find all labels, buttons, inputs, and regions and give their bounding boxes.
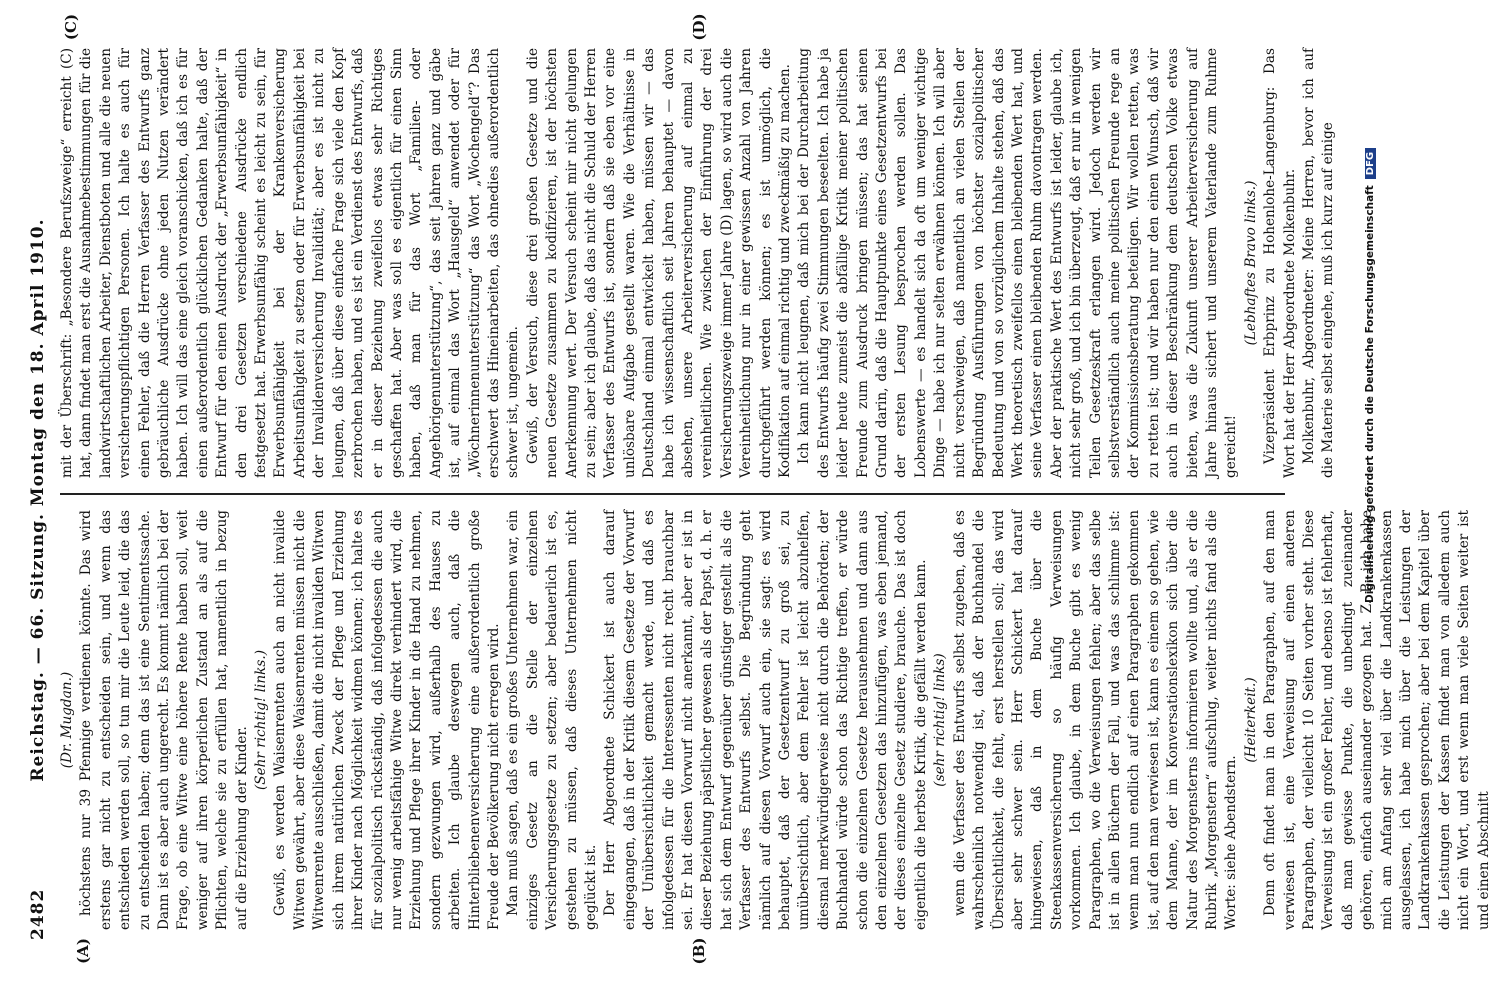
interjection: (Lebhaftes Bravo links.) xyxy=(1242,180,1259,346)
page-number: 2482 xyxy=(28,888,48,940)
right-column xyxy=(58,48,1337,478)
left-column xyxy=(58,510,1492,930)
paragraph: Denn oft findet man in den Paragraphen, auf den man verwiesen ist, eine Verweisung auf einen anderen Paragraphen, der vielleicht 10 Seiten vorher steht. Diese Verweisung ist ein großer Fehler, und ebenso ist fehlerhaft, daß man gewisse Punkte, die unbedingt zueinander gehören, einfach auseinander gezogen hat. Z. B. ich habe mich am Anfang sehr viel über die Landkrankenkassen ausgelassen, ich habe mich über die Leistungen der Landkrankenkassen gesprochen; aber bei dem Kapitel über die Leistungen der Kassen findet man von alledem auch nicht ein Wort, und erst wenn man viele Seiten weiter ist und einen Abschnitt xyxy=(1262,510,1492,930)
margin-marker-a: (A) xyxy=(74,938,92,964)
speaker-tag: (Dr. Mugdan.) xyxy=(59,671,75,769)
margin-marker-d: (D) xyxy=(690,13,708,41)
digitization-credit xyxy=(1360,8,1380,608)
credit-text: Digitalisierung gefördert durch die Deutsche Forschungsgemeinschaft xyxy=(1364,185,1376,603)
speaker-opening: Molkenbuhr, Abgeordneter: Meine Herren, bevor ich auf die Materie selbst eingehe, muß ich kurz auf einige xyxy=(1301,48,1337,478)
paragraph: wenn die Verfasser des Entwurfs selbst zugeben, daß es wahrscheinlich notwendig ist, daß der Buchhandel die Übersichtlichkeit, die fehlt, erst herstellen soll; das wird aber sehr schwer sein. Herr Schickert hat darauf hingewiesen, daß in dem Buche über die Steenkassenversicherung so häufig Verweisungen vorkommen. Ich glaube, in dem Buche gibt es wenig Paragraphen, wo die Verweisungen fehlen; aber das selbe ist in allen Büchern der Fall, und was das schlimme ist: wenn man nun endlich auf einen Paragraphen gekommen ist, auf den man verwiesen ist, kann es einem so gehen, wie dem Manne, der im Konversationslexikon sich über die Natur des Morgensterns informieren wollte und, als er die Rubrik „Morgenstern“ aufschlug, weiter nichts fand als die Worte: siehe Abendstern. xyxy=(951,510,1240,930)
paragraph: Gewiß, es werden Waisenrenten auch an nicht invalide Witwen gewährt, aber diese Waisenrenten müssen nicht die Witwenrente ausschließen, damit die nicht invaliden Witwen sich ihrem natürlichen Zweck der Pflege und Erziehung ihrer Kinder nach Möglichkeit widmen können; ich halte es für sozialpolitisch rückständig, daß infolgedessen die auch nur wenig arbeitsfähige Witwe direkt verhindert wird, die Erziehung und Pflege ihrer Kinder in die Hand zu nehmen, sondern gezwungen wird, außerhalb des Hauses zu arbeiten. Ich glaube deswegen auch, daß die Hinterbliebenenversicherung eine außerordentlich große Freude der Bevölkerung nicht erregen wird. xyxy=(272,510,502,930)
margin-marker-c: (C) xyxy=(62,13,80,41)
paragraph: Gewiß, der Versuch, diese drei großen Gesetze und die neuen Gesetze zusammen zu kodifizieren, ist der höchsten Anerkennung wert. Der Versuch scheint mir nicht gelungen zu sein; aber ich glaube, daß das nicht die Schuld der Herren Verfasser des Entwurfs ist, sondern daß sie eben vor eine unlösbare Aufgabe gestellt waren. Wie die Verhältnisse in Deutschland einmal entwickelt haben, müssen wir — das habe ich wissenschaftlich seit Jahren behauptet — davon absehen, unsere Arbeiterversicherung auf einmal zu vereinheitlichen. Wie zwischen der Einführung der drei Versicherungszweige immer Jahre (D) lagen, so wird auch die Vereinheitlichung nur in einer gewissen Anzahl von Jahren durchgeführt werden können; es ist unmöglich, die Kodifikation auf einmal richtig und zweckmäßig zu machen. xyxy=(524,48,794,478)
column-divider xyxy=(60,493,1285,495)
dfg-logo-badge: DFG xyxy=(1365,148,1376,179)
paragraph: höchstens nur 39 Pfennige verdienen könnte. Das wird erstens gar nicht zu entscheiden sein, und wenn das entschieden werden soll, so tun mir die Leute leid, die das zu entscheiden haben; denn das ist eine Sentimentssache. Dann ist es aber auch ungerecht. Es kommt nämlich bei der Frage, ob eine Witwe eine höhere Rente haben soll, weit weniger auf ihren körperlichen Zustand an als auf die Pflichten, welche sie zu erfüllen hat, namentlich in bezug auf die Erziehung der Kinder. xyxy=(78,510,250,930)
page-header xyxy=(22,60,56,940)
paragraph: Man muß sagen, daß es ein großes Unternehmen war, ein einziges Gesetz an die Stelle der einzelnen Versicherungsgesetze zu setzen; aber bedauerlich ist es, gestehen zu müssen, daß dieses Unternehmen nicht geglückt ist. xyxy=(505,510,599,930)
margin-marker-b: (B) xyxy=(690,937,708,965)
running-title: Reichstag. — 66. Sitzung. Montag den 18. April 1910. xyxy=(28,218,48,782)
interjection: (Sehr richtig! links.) xyxy=(253,649,270,791)
interjection: (Heiterkeit.) xyxy=(1242,677,1259,763)
speaker-announcement: Vizepräsident Erbprinz zu Hohenlohe-Langenburg: Das Wort hat der Herr Abgeordnete Molkenbuhr. xyxy=(1262,48,1298,478)
paragraph: Ich kann nicht leugnen, daß mich bei der Durcharbeitung des Entwurfs häufig zwei Stimmungen beseelten. Ich habe ja leider heute zumeist die abfällige Kritik meiner politischen Freunde zum Ausdruck bringen müssen; das hat seinen Grund darin, daß die Hauptpunkte eines Gesetzentwurfs bei der ersten Lesung besprochen werden sollen. Das Lobenswerte — es handelt sich da oft um weniger wichtige Dinge — habe ich nur selten erwähnen können. Ich will aber nicht verschweigen, daß namentlich an vielen Stellen der Begründung Ausführungen von höchster sozialpolitischer Bedeutung und von so vorzüglichem Inhalte stehen, daß das Werk theoretisch zweifellos einen bleibenden Wert hat, und seine Verfasser einen bleibenden Ruhm davontragen werden. Aber der praktische Wert des Entwurfs ist leider, glaube ich, nicht sehr groß, und ich bin überzeugt, daß er nur in wenigen Teilen Gesetzeskraft erlangen wird. Jedoch werden wir selbstverständlich auch meine politischen Freunde rege an der Kommissionsberatung beteiligen. Wir wollen retten, was zu retten ist; und wir haben nur den einen Wunsch, daß wir auch in dieser Beschränkung dem deutschen Volke etwas bieten, was die Zukunft unserer Arbeiterversicherung auf Jahre hinaus sichert und unserem Vaterlande zum Ruhme gereicht! xyxy=(796,48,1240,478)
paragraph: mit der Überschrift: „Besondere Berufszweige“ erreicht (C) hat, dann findet man erst die Ausnahmebestimmungen für die landwirtschaftlichen Arbeiter, Dienstboten und alle die neuen versicherungspflichtigen Personen. Ich halte es auch für einen Fehler, daß die Herren Verfasser des Entwurfs ganz gebräuchliche Ausdrücke ohne jeden Nutzen verändert haben. Ich will das eine gleich voranschicken, daß ich es für einen außerordentlich glücklichen Gedanken halte, daß der Entwurf für den einen Ausdruck der „Erwerbsunfähigkeit“ in den drei Gesetzen verschiedene Ausdrücke endlich festgesetzt hat. Erwerbsunfähig scheint es leicht zu sein, für Erwerbsunfähigkeit bei der Krankenversicherung Arbeitsunfähigkeit zu setzen oder für Erwerbsunfähigkeit bei der Invalidenversicherung Invalidität; aber es ist nicht zu leugnen, daß über diese einfache Frage sich viele den Kopf zerbrochen haben, und es ist ein Verdienst des Entwurfs, daß er in dieser Beziehung zweifellos etwas sehr Richtiges geschaffen hat. Aber was soll es eigentlich für einen Sinn haben, daß man für das Wort „Familien- oder Angehörigenunterstützung“, das seit Jahren ganz und gäbe ist, auf einmal das Wort „Hausgeld“ anwendet oder für „Wöchnerinnenunterstützung“ das Wort „Wochengeld“? Das erschwert das Hineinarbeiten, das ohnedies außerordentlich schwer ist, ungemein. xyxy=(59,48,522,478)
paragraph: Der Herr Abgeordnete Schickert ist auch darauf eingegangen, daß in der Kritik diesem Gesetze der Vorwurf der Unübersichtlichkeit gemacht werde, und daß es infolgedessen für die Interessenten nicht recht brauchbar sei. Er hat diesen Vorwurf nicht anerkannt, aber er ist in dieser Beziehung päpstlicher gewesen als der Papst, d. h. er hat sich dem Entwurf gegenüber günstiger gestellt als die Verfasser des Entwurfs selbst. Die Begründung geht nämlich auf diesen Vorwurf auch ein, sie sagt: es wird behauptet, daß der Gesetzentwurf zu groß sei, zu umübersichtlich, aber dem Fehler ist leicht abzuhelfen, diesmal merkwürdigerweise nicht durch die Behörden; der Buchhandel würde schon das Richtige treffen, er würde schon die einzelnen Gesetze herausnehmen und dann aus den einzelnen Gesetzen das hinzufügen, was eben jemand, der dieses einzelne Gesetz studiere, brauche. Das ist doch eigentlich die herbste Kritik, die gefällt werden kann. xyxy=(602,510,929,930)
interjection: (sehr richtig! links) xyxy=(932,653,949,787)
